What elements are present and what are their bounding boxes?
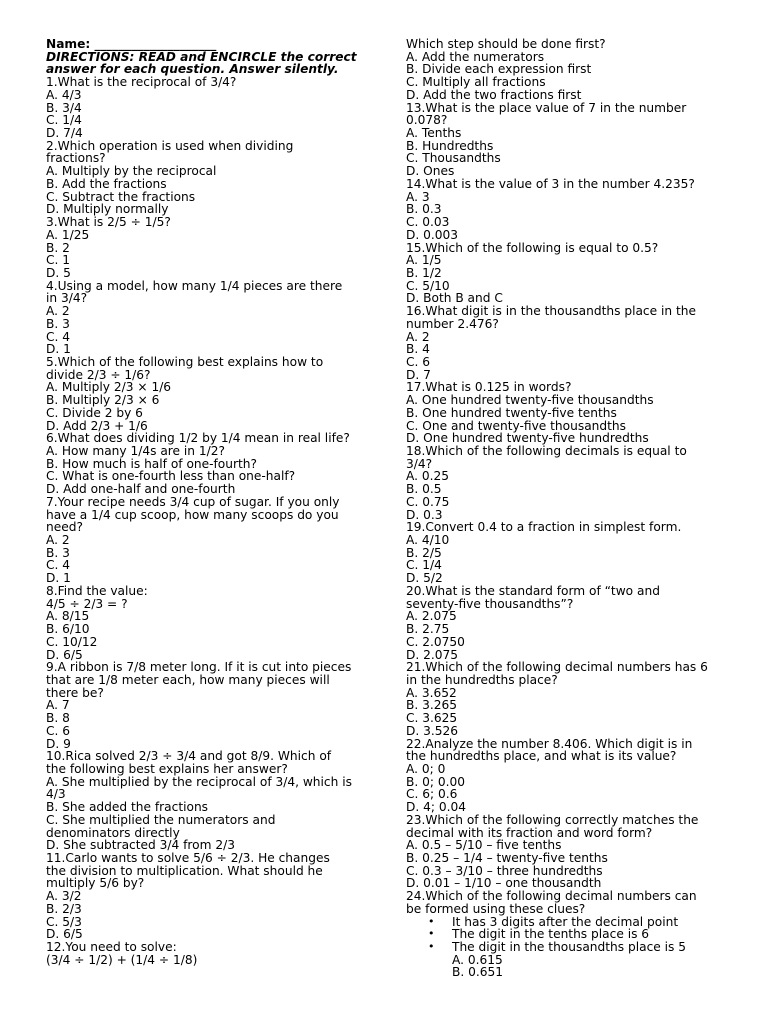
answer-option[interactable]: B. 1/2 — [406, 265, 442, 280]
answer-option[interactable]: B. 0; 0.00 — [406, 774, 465, 789]
answer-option[interactable]: C. Divide 2 by 6 — [46, 405, 143, 420]
question-text-continued: need? — [46, 520, 83, 535]
q24-clue-list — [406, 916, 724, 954]
question-text-continued: the following best explains her answer? — [46, 761, 288, 776]
question-text: 9.A ribbon is 7/8 meter long. If it is cut into pieces — [46, 660, 352, 675]
answer-option[interactable]: B. 3.265 — [406, 698, 457, 713]
answer-option[interactable]: A. One hundred twenty-five thousandths — [406, 393, 654, 408]
question-text-continued: there be? — [46, 685, 104, 700]
answer-option[interactable]: C. 0.3 – 3/10 – three hundredths — [406, 863, 603, 878]
question-text-continued: the hundredths place, and what is its value? — [406, 749, 677, 764]
answer-option[interactable]: C. 10/12 — [46, 634, 98, 649]
answer-option[interactable]: A. 1/25 — [46, 227, 90, 242]
answer-option[interactable]: A. 2 — [46, 533, 70, 548]
answer-option[interactable]: B. 6/10 — [46, 622, 90, 637]
answer-option[interactable]: C. 1 — [46, 253, 71, 268]
answer-option[interactable]: B. 0.5 — [406, 482, 442, 497]
question-text: 13.What is the place value of 7 in the number — [406, 100, 687, 115]
answer-option[interactable]: C. 1/4 — [406, 558, 442, 573]
answer-option[interactable]: D. Ones — [406, 164, 455, 179]
answer-option[interactable]: B. 0.3 — [406, 202, 442, 217]
answer-option[interactable]: C. What is one-fourth less than one-half? — [46, 469, 296, 484]
question-text: 0.078? — [406, 113, 448, 128]
answer-option[interactable]: D. Both B and C — [406, 291, 503, 306]
question-text: 23.Which of the following correctly matches the — [406, 812, 699, 827]
answer-option[interactable]: B. 2/5 — [406, 545, 442, 560]
question-text: 6.What does dividing 1/2 by 1/4 mean in real life? — [46, 431, 350, 446]
answer-option[interactable]: C. Thousandths — [406, 151, 501, 166]
question-text-continued: 3/4? — [406, 456, 433, 471]
answer-option[interactable]: A. 2 — [406, 329, 430, 344]
question-text-continued: 4/3 — [46, 787, 66, 802]
answer-option[interactable]: A. 1/5 — [406, 253, 442, 268]
answer-option[interactable]: A. 0.25 — [406, 469, 450, 484]
question-text-continued: have a 1/4 cup scoop, how many scoops do you — [46, 507, 339, 522]
answer-option[interactable]: C. 6 — [406, 354, 431, 369]
question-text: 21.Which of the following decimal numbers has 6 — [406, 660, 708, 675]
answer-option[interactable]: B. 4 — [406, 342, 430, 357]
answer-option[interactable]: B. Multiply 2/3 × 6 — [46, 393, 160, 408]
answer-option[interactable]: A. How many 1/4s are in 1/2? — [46, 444, 225, 458]
answer-option[interactable]: C. 5/10 — [406, 278, 450, 293]
answer-option[interactable]: A. Add the numerators — [406, 49, 545, 64]
answer-option[interactable]: B. 3/4 — [46, 100, 82, 115]
answer-option[interactable]: C. 6; 0.6 — [406, 787, 458, 802]
answer-option[interactable]: D. 5/2 — [406, 571, 443, 586]
answer-option[interactable]: B. 2 — [46, 240, 70, 255]
answer-option[interactable]: A. 0.615 — [452, 952, 503, 967]
answer-option[interactable]: D. 5 — [46, 265, 71, 280]
question-text: 3.What is 2/5 ÷ 1/5? — [46, 215, 171, 230]
answer-option[interactable]: C. 2.0750 — [406, 634, 465, 649]
answer-option[interactable]: B. Divide each expression first — [406, 62, 592, 77]
answer-option[interactable]: B. 0.651 — [452, 965, 503, 980]
question-text-continued: in 3/4? — [46, 291, 88, 306]
answer-option[interactable]: D. 6/5 — [46, 647, 83, 662]
answer-option[interactable]: D. 2.075 — [406, 647, 459, 662]
answer-option[interactable]: D. Multiply normally — [46, 202, 169, 217]
answer-option[interactable]: B. 3 — [46, 545, 70, 560]
question-text: 12.You need to solve: — [46, 940, 177, 955]
answer-option[interactable]: C. 5/3 — [46, 914, 82, 929]
question-text-continued: divide 2/3 ÷ 1/6? — [46, 367, 151, 382]
answer-option[interactable]: A. Multiply by the reciprocal — [46, 164, 217, 179]
answer-option[interactable]: D. One hundred twenty-five hundredths — [406, 431, 649, 446]
question-text: 22.Analyze the number 8.406. Which digit is in — [406, 736, 693, 751]
question-text-continued: denominators directly — [46, 825, 180, 840]
answer-option[interactable]: B. 8 — [46, 711, 70, 726]
question-text: 11.Carlo wants to solve 5/6 ÷ 2/3. He changes — [46, 851, 330, 865]
answer-option[interactable]: D. Add the two fractions first — [406, 87, 582, 102]
answer-option[interactable]: D. 0.3 — [406, 507, 443, 522]
question-text-continued: decimal with its fraction and word form? — [406, 825, 653, 840]
q24-options — [406, 954, 724, 979]
question-text-continued: be formed using these clues? — [406, 901, 586, 916]
answer-option[interactable]: D. 6/5 — [46, 927, 83, 942]
question-text: 20.What is the standard form of “two and — [406, 583, 660, 598]
question-text: 17.What is 0.125 in words? — [406, 380, 572, 395]
question-text: 10.Rica solved 2/3 ÷ 3/4 and got 8/9. Which of — [46, 749, 332, 764]
answer-option[interactable]: A. 3.652 — [406, 685, 457, 700]
answer-option[interactable]: C. 4 — [46, 329, 71, 344]
clue-item: • It has 3 digits after the decimal point — [452, 916, 724, 929]
question-text: 1.What is the reciprocal of 3/4? — [46, 75, 237, 90]
answer-option[interactable]: D. Add one-half and one-fourth — [46, 482, 236, 497]
answer-option[interactable]: B. 0.25 – 1/4 – twenty-five tenths — [406, 851, 608, 865]
question-text-continued: multiply 5/6 by? — [46, 876, 145, 891]
answer-option[interactable]: A. Tenths — [406, 126, 462, 141]
answer-option[interactable]: B. How much is half of one-fourth? — [46, 456, 257, 471]
answer-option[interactable]: A. 0.5 – 5/10 – five tenths — [406, 838, 562, 853]
answer-option[interactable]: B. Hundredths — [406, 138, 494, 153]
answer-option[interactable]: A. Multiply 2/3 × 1/6 — [46, 380, 172, 395]
answer-option[interactable]: A. 4/10 — [406, 533, 450, 548]
answer-option[interactable]: B. 2.75 — [406, 622, 450, 637]
answer-option[interactable]: C. 1/4 — [46, 113, 82, 128]
answer-option[interactable]: A. 0; 0 — [406, 761, 446, 776]
right-question-list — [406, 38, 724, 916]
answer-option[interactable]: D. 3.526 — [406, 723, 459, 738]
answer-option[interactable]: B. 3 — [46, 316, 70, 331]
question-text: 19.Convert 0.4 to a fraction in simplest form. — [406, 520, 682, 535]
answer-option[interactable]: D. 0.01 – 1/10 – one thousandth — [406, 876, 602, 891]
question-text: 15.Which of the following is equal to 0.5? — [406, 240, 659, 255]
answer-option[interactable]: D. Add 2/3 + 1/6 — [46, 418, 148, 433]
left-column — [46, 38, 364, 966]
answer-option[interactable]: B. One hundred twenty-five tenths — [406, 405, 617, 420]
question-text-continued: that are 1/8 meter each, how many pieces will — [46, 672, 330, 687]
question-text-continued: fractions? — [46, 151, 106, 166]
answer-option[interactable]: A. 2.075 — [406, 609, 457, 624]
question-text-continued: Which step should be done first? — [406, 37, 606, 51]
question-text-continued: in the hundredths place? — [406, 672, 558, 687]
question-text: 18.Which of the following decimals is equal to — [406, 444, 687, 458]
answer-option[interactable]: D. 7/4 — [46, 126, 83, 141]
answer-option[interactable]: B. She added the fractions — [46, 800, 209, 815]
answer-option[interactable]: D. She subtracted 3/4 from 2/3 — [46, 838, 235, 853]
question-text: 16.What digit is in the thousandths place in the — [406, 304, 696, 319]
answer-option[interactable]: D. 1 — [46, 342, 71, 357]
question-text-continued: seventy-five thousandths”? — [406, 596, 574, 611]
right-column — [406, 38, 724, 979]
clue-item: • The digit in the tenths place is 6 — [452, 928, 724, 941]
answer-option[interactable]: C. 0.03 — [406, 215, 450, 230]
answer-option[interactable]: B. 2/3 — [46, 901, 82, 916]
answer-option[interactable]: C. She multiplied the numerators and — [46, 812, 276, 827]
answer-option[interactable]: D. 7 — [406, 367, 431, 382]
answer-option[interactable]: A. 2 — [46, 304, 70, 319]
answer-option[interactable]: C. One and twenty-five thousandths — [406, 418, 626, 433]
directions: DIRECTIONS: READ and ENCIRCLE the correct answer for each question. Answer silently. — [46, 49, 357, 77]
answer-option[interactable]: A. 4/3 — [46, 87, 82, 102]
question-text-continued: the division to multiplication. What should he — [46, 863, 323, 878]
answer-option[interactable]: C. 0.75 — [406, 494, 450, 509]
answer-option[interactable]: C. Subtract the fractions — [46, 189, 196, 204]
question-text: 14.What is the value of 3 in the number 4.235? — [406, 176, 695, 191]
answer-option[interactable]: C. 3.625 — [406, 711, 458, 726]
question-text: 4.Using a model, how many 1/4 pieces are there — [46, 278, 343, 293]
answer-option[interactable]: D. 9 — [46, 736, 71, 751]
answer-option[interactable]: D. 0.003 — [406, 227, 459, 242]
answer-option[interactable]: C. 6 — [46, 723, 71, 738]
name-field-label[interactable]: Name: ____________________ — [46, 37, 217, 51]
answer-option[interactable]: C. 4 — [46, 558, 71, 573]
answer-option[interactable]: A. 3/2 — [46, 889, 82, 904]
answer-option[interactable]: A. 7 — [46, 698, 70, 713]
question-text: 2.Which operation is used when dividing — [46, 138, 294, 153]
question-text: 5.Which of the following best explains how to — [46, 354, 324, 369]
answer-option[interactable]: A. 3 — [406, 189, 430, 204]
answer-option[interactable]: B. Add the fractions — [46, 176, 167, 191]
clue-item: • The digit in the thousandths place is 5 — [452, 941, 724, 954]
answer-option[interactable]: D. 4; 0.04 — [406, 800, 467, 815]
answer-option[interactable]: D. 1 — [46, 571, 71, 586]
answer-option[interactable]: A. She multiplied by the reciprocal of 3/4, which is — [46, 774, 352, 789]
question-text: 24.Which of the following decimal numbers can — [406, 889, 697, 904]
answer-option[interactable]: A. 8/15 — [46, 609, 90, 624]
question-text-continued: number 2.476? — [406, 316, 499, 331]
left-question-list — [46, 76, 364, 966]
question-text: 7.Your recipe needs 3/4 cup of sugar. If you only — [46, 494, 340, 509]
question-text-continued: 4/5 ÷ 2/3 = ? — [46, 596, 128, 611]
answer-option[interactable]: C. Multiply all fractions — [406, 75, 546, 90]
question-text-continued: (3/4 ÷ 1/2) + (1/4 ÷ 1/8) — [46, 952, 198, 967]
question-text: 8.Find the value: — [46, 583, 148, 598]
